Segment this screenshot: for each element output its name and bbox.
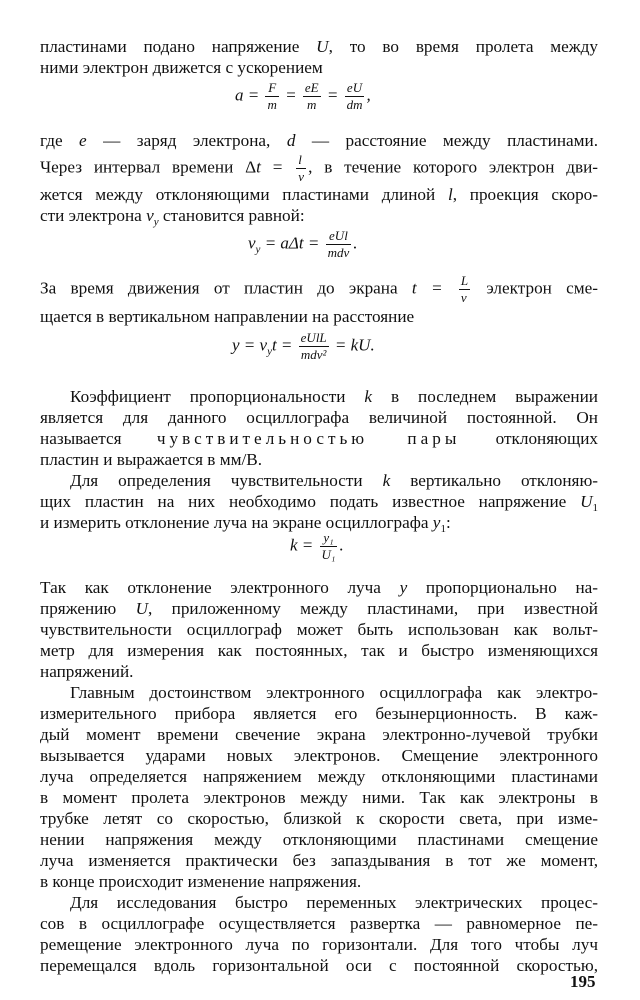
text-line: перемещался вдоль горизонтальной оси с постоянной скоростью, bbox=[40, 956, 598, 975]
text-line: называется чувствительностью пары отклоняющих bbox=[40, 429, 599, 448]
text-line: является для данного осциллографа величиной постоянной. Он bbox=[40, 408, 598, 427]
text-line: сов в осциллографе осуществляется развертка — равномерное пе- bbox=[40, 914, 598, 933]
text-line: где e — заряд электрона, d — расстояние между пластинами. bbox=[40, 131, 599, 150]
text-line: щих пластин на них необходимо подать известное напряжение $U_1$ bbox=[40, 492, 599, 514]
text-line: пластин и выражается в мм/В. bbox=[40, 450, 263, 469]
equation-displacement: $y = v_yt$ = $\frac{\text{eUlL}}{\text{mdv²}}$ = kU. bbox=[232, 330, 375, 362]
text-line: Коэффициент пропорциональности k в последнем выражении bbox=[70, 387, 598, 406]
text-line: в конце происходит изменение напряжения. bbox=[40, 872, 362, 891]
text-line: щается в вертикальном направлении на расстояние bbox=[40, 307, 415, 326]
text-line: вызывается ударами новых электронов. Смещение электронного bbox=[40, 746, 598, 765]
text-line: Через интервал времени Δt = $\frac{l}{v}$ , в течение которого электрон дви- bbox=[40, 152, 599, 184]
text-line: в момент пролета электронов между ними. Так как электроны в bbox=[40, 788, 598, 807]
text-line: Для исследования быстро переменных электрических процес- bbox=[70, 893, 598, 912]
text-line: пластинами подано напряжение U, то во время пролета между bbox=[40, 37, 599, 56]
page-number: 195 bbox=[570, 972, 596, 991]
text-line: и измерить отклонение луча на экране осциллографа $y_1$: bbox=[40, 513, 451, 535]
text-line: Так как отклонение электронного луча y пропорционально на- bbox=[40, 578, 599, 597]
equation-velocity: $v_y = a\Delta t$ = $\frac{\text{eUl}}{\text{mdv}}$ . bbox=[248, 228, 358, 260]
text-line: За время движения от пластин до экрана t = $\frac{L}{v}$ электрон сме- bbox=[40, 273, 598, 305]
text-line: жется между отклоняющими пластинами длиной l, проекция скоро- bbox=[40, 185, 598, 204]
text-line: луча изменяется практически без запаздывания в тот же момент, bbox=[40, 851, 598, 870]
equation-acceleration: a = $\frac{F}{m}$ = $\frac{eE}{m}$ = $\frac{eU}{dm}$ , bbox=[235, 80, 371, 112]
text-line: ними электрон движется с ускорением bbox=[40, 58, 323, 77]
text-line: пряжению U, приложенному между пластинами, при известной bbox=[40, 599, 599, 618]
text-line: сти электрона $v_y$ становится равной: bbox=[40, 206, 305, 228]
text-line: Главным достоинством электронного осциллографа как электро- bbox=[70, 683, 598, 702]
text-line: луча определяется напряжением между отклоняющими пластинами bbox=[40, 767, 598, 786]
text-line: нении напряжения между отклоняющими пластинами смещение bbox=[40, 830, 598, 849]
text-line: ремещение электронного луча по горизонтали. Для того чтобы луч bbox=[40, 935, 598, 954]
text-line: трубке летят со скоростью, близкой к скорости света, при изме- bbox=[40, 809, 598, 828]
text-line: чувствительности осциллограф может быть использован как вольт- bbox=[40, 620, 598, 639]
text-line: напряжений. bbox=[40, 662, 134, 681]
text-line: метр для измерения как постоянных, так и быстро изменяющихся bbox=[40, 641, 598, 660]
equation-sensitivity: k = $\frac{\text{y₁}}{\text{U₁}}$ . bbox=[290, 530, 344, 562]
text-line: дый момент времени свечение экрана электронно-лучевой трубки bbox=[40, 725, 598, 744]
text-line: измерительного прибора является его безынерционность. В каж- bbox=[40, 704, 598, 723]
text-line: Для определения чувствительности k вертикально отклоняю- bbox=[70, 471, 599, 490]
